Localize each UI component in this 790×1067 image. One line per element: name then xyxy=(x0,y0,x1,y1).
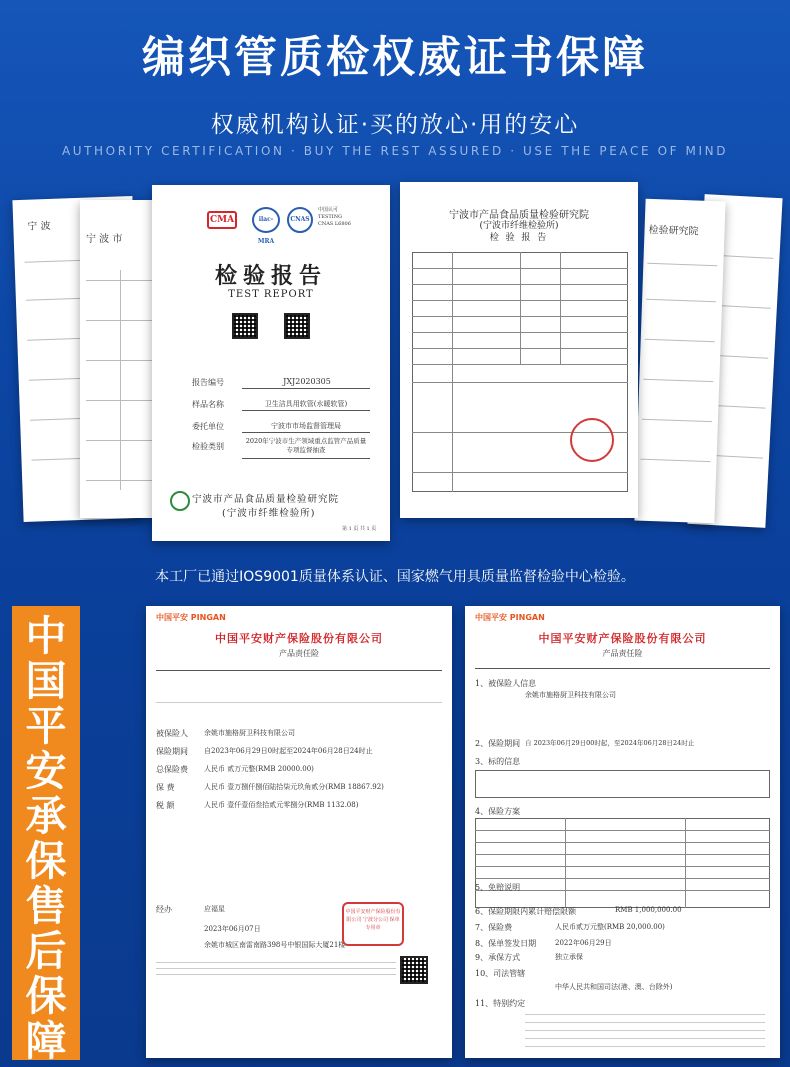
cnas-logo: CNAS xyxy=(287,207,313,233)
report-row-value: 2020年宁波市生产领域重点监管产品质量专项监督抽查 xyxy=(245,437,367,454)
policy-seal: 中国平安财产保险股份有限公司 宁波分公司 保单专用章 xyxy=(342,902,404,946)
policy-section: 1、被保险人信息 xyxy=(475,679,537,688)
policy-right-premium: 人民币贰万元整(RMB 20,000.00) xyxy=(555,923,665,931)
policy-date: 2023年06月07日 xyxy=(204,925,261,933)
policy-qr-code[interactable] xyxy=(400,956,428,984)
page-tagline: AUTHORITY CERTIFICATION · BUY THE REST ASSURED · USE THE PEACE OF MIND xyxy=(61,144,729,158)
band-char: 保 xyxy=(25,972,67,1020)
report-row-label: 委托单位 xyxy=(192,422,224,431)
policy-section: 6、保险期限内累计赔偿限额 xyxy=(475,907,577,916)
report-row-label: 报告编号 xyxy=(192,378,224,387)
band-char: 后 xyxy=(25,927,67,975)
certification-caption: 本工厂已通过IOS9001质量体系认证、国家燃气用具质量监督检验中心检验。 xyxy=(155,569,635,585)
qr-code-left[interactable] xyxy=(232,313,258,339)
report-back-header-3: 检验研究院 xyxy=(648,224,699,238)
band-char: 承 xyxy=(25,792,67,840)
qr-code-right[interactable] xyxy=(284,313,310,339)
policy-right-limit: RMB 1,000,000.00 xyxy=(615,906,682,914)
policy-agent: 应福星 xyxy=(204,905,225,913)
insurance-policy-right xyxy=(465,606,780,1058)
band-char: 平 xyxy=(25,702,67,750)
policy-section: 10、司法管辖 xyxy=(475,969,526,978)
pingan-logo: 中国平安 PINGAN xyxy=(475,613,545,622)
report-row-value: JXJ2020305 xyxy=(283,377,331,386)
report-row-label: 检验类别 xyxy=(192,442,224,451)
band-char: 国 xyxy=(25,657,67,705)
policy-row-value: 人民币 贰万元整(RMB 20000.00) xyxy=(204,765,314,773)
detail-institute-sub: (宁波市纤维检验所) xyxy=(479,221,559,231)
policy-row-label: 被保险人 xyxy=(156,729,188,738)
policy-doc-name: 产品责任险 xyxy=(279,649,319,658)
band-char: 安 xyxy=(25,747,67,795)
policy-right-issue-date: 2022年06月29日 xyxy=(555,939,612,947)
test-report-detail xyxy=(400,182,638,518)
insurance-policy-left xyxy=(146,606,452,1058)
test-report-cover xyxy=(152,185,390,541)
policy-agent-label: 经办 xyxy=(156,905,172,914)
report-row-value: 宁波市市场监督管理局 xyxy=(271,422,341,430)
subject-table xyxy=(475,770,770,798)
policy-section: 4、保险方案 xyxy=(475,807,521,816)
policy-section: 5、免赔说明 xyxy=(475,883,521,892)
institute-subname: (宁波市纤维检验所) xyxy=(222,508,316,519)
cnas-accreditation-logo: 中国认可 TESTING CNAS L6806 xyxy=(318,207,351,227)
policy-right-insured: 余姚市施格厨卫科技有限公司 xyxy=(525,691,616,699)
detail-title: 检 验 报 告 xyxy=(489,233,549,243)
report-back-page-4 xyxy=(634,199,725,524)
policy-section: 7、保险费 xyxy=(475,923,513,932)
report-heading: 检验报告 xyxy=(214,263,327,289)
report-row-label: 样品名称 xyxy=(192,400,224,409)
policy-doc-name: 产品责任险 xyxy=(602,649,643,658)
institute-name: 宁波市产品食品质量检验研究院 xyxy=(192,494,340,505)
cma-logo: CMA xyxy=(207,211,237,229)
policy-company: 中国平安财产保险股份有限公司 xyxy=(215,632,383,645)
policy-section: 8、保单签发日期 xyxy=(475,939,537,948)
page-title: 编织管质检权威证书保障 xyxy=(142,33,648,83)
policy-row-label: 税 额 xyxy=(156,801,175,810)
band-char: 售 xyxy=(25,882,67,930)
report-heading-en: TEST REPORT xyxy=(228,289,314,300)
band-char: 障 xyxy=(25,1017,67,1065)
report-back-header: 宁 波 xyxy=(27,220,51,233)
pingan-logo: 中国平安 PINGAN xyxy=(156,613,226,622)
report-back-header-2: 宁 波 市 xyxy=(86,234,123,245)
policy-section: 9、承保方式 xyxy=(475,953,521,962)
policy-right-jurisdiction: 中华人民共和国司法(港、澳、台除外) xyxy=(555,983,673,991)
policy-address: 余姚市城区南雷南路398号中银国际大厦21楼 xyxy=(204,941,346,949)
institute-logo-icon xyxy=(170,491,190,511)
inspection-seal xyxy=(570,418,614,462)
band-char: 保 xyxy=(25,837,67,885)
policy-row-value: 自2023年06月29日0时起至2024年06月28日24时止 xyxy=(204,747,373,755)
policy-row-label: 保 费 xyxy=(156,783,175,792)
policy-section: 2、保险期间 xyxy=(475,739,521,748)
policy-row-label: 总保险费 xyxy=(156,765,188,774)
ilac-mra-logo: ilac-MRA xyxy=(252,207,280,233)
band-char: 中 xyxy=(25,612,67,660)
coverage-table xyxy=(475,818,770,908)
policy-row-value: 人民币 壹万捌仟捌佰陆拾柒元玖角贰分(RMB 18867.92) xyxy=(204,783,384,791)
report-row-value: 卫生洁具用软管(水暖软管) xyxy=(264,400,348,408)
detail-institute: 宁波市产品食品质量检验研究院 xyxy=(449,210,589,221)
insurance-band-text xyxy=(12,614,80,1064)
policy-section: 11、特别约定 xyxy=(475,999,526,1008)
policy-right-mode: 独立承保 xyxy=(555,953,583,961)
policy-row-value: 人民币 壹仟壹佰叁拾贰元零捌分(RMB 1132.08) xyxy=(204,801,359,809)
policy-row-value: 余姚市施格厨卫科技有限公司 xyxy=(204,729,295,737)
policy-right-period: 自 2023年06月29日00时起，至2024年06月28日24时止 xyxy=(525,739,695,747)
page-number: 第 1 页 共 1 页 xyxy=(342,526,377,532)
policy-section: 3、标的信息 xyxy=(475,757,521,766)
page-subtitle: 权威机构认证·买的放心·用的安心 xyxy=(210,112,580,138)
policy-row-label: 保险期间 xyxy=(156,747,188,756)
policy-company: 中国平安财产保险股份有限公司 xyxy=(538,632,707,645)
